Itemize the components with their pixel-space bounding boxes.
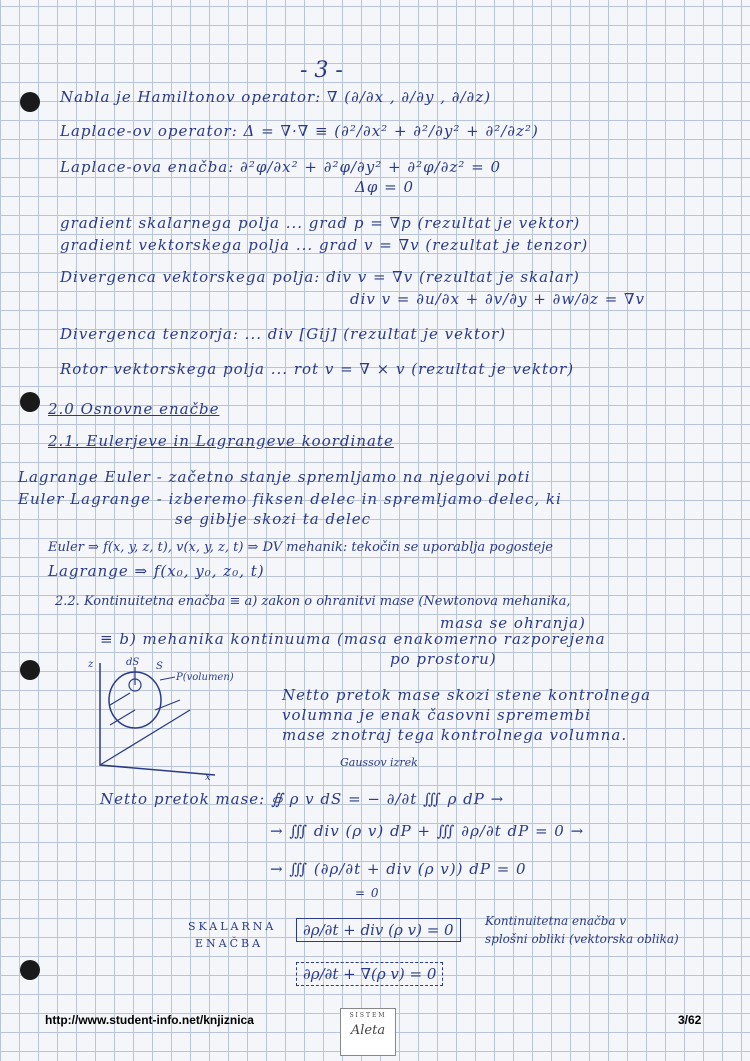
text-line: Nabla je Hamiltonov operator: ∇ (∂/∂x , ∂/∂y , ∂/∂z): [60, 88, 492, 106]
text-line: Laplace-ova enačba: ∂²φ/∂x² + ∂²φ/∂y² + ∂²φ/∂z² = 0: [60, 158, 502, 176]
text-line: volumna je enak časovni spremembi: [282, 706, 592, 724]
control-volume-figure: [80, 655, 260, 785]
boxed-note: splošni obliki (vektorska oblika): [485, 932, 679, 946]
text-line: Lagrange Euler - začetno stanje spremljamo na njegovi poti: [18, 468, 531, 486]
text-line: Divergenca vektorskega polja: div v = ∇v (rezultat je skalar): [60, 268, 580, 286]
fig-label: dS: [126, 657, 140, 668]
fig-label: x: [205, 772, 211, 783]
scalar-label: SKALARNA: [188, 920, 277, 933]
text-line: masa se ohranja): [440, 614, 586, 632]
gauss-label: Gaussov izrek: [340, 756, 418, 769]
punch-hole: [20, 392, 40, 412]
dashed-equation: ∂ρ/∂t + ∇(ρ v) = 0: [296, 962, 443, 986]
scalar-label: ENAČBA: [195, 937, 264, 950]
text-line: gradient vektorskega polja ... grad v = ∇v (rezultat je tenzor): [60, 236, 589, 254]
text-line: Laplace-ov operator: Δ = ∇·∇ ≡ (∂²/∂x² + ∂²/∂y² + ∂²/∂z²): [60, 122, 539, 140]
text-line: div v = ∂u/∂x + ∂v/∂y + ∂w/∂z = ∇v: [350, 290, 645, 308]
text-line: Δφ = 0: [355, 178, 414, 196]
text-line: Netto pretok mase skozi stene kontrolnega: [282, 686, 652, 704]
section-heading: 2.0 Osnovne enačbe: [48, 400, 220, 418]
text-line: se giblje skozi ta delec: [175, 510, 372, 528]
footer-url[interactable]: http://www.student-info.net/knjiznica: [45, 1013, 254, 1027]
section-heading: 2.1. Eulerjeve in Lagrangeve koordinate: [48, 432, 394, 450]
text-line: Rotor vektorskega polja ... rot v = ∇ × v (rezultat je vektor): [60, 360, 575, 378]
text-line: po prostoru): [390, 650, 497, 668]
text-line: Lagrange ⇒ f(x₀, y₀, z₀, t): [48, 562, 265, 580]
text-line: Divergenca tenzorja: ... div [Gij] (rezultat je vektor): [60, 325, 507, 343]
punch-hole: [20, 960, 40, 980]
text-line: Euler Lagrange - izberemo fiksen delec in spremljamo delec, ki: [18, 490, 562, 508]
text-line: 2.2. Kontinuitetna enačba ≡ a) zakon o ohranitvi mase (Newtonova mehanika,: [55, 594, 571, 609]
equation: → ∭ div (ρ v) dP + ∭ ∂ρ/∂t dP = 0 →: [270, 822, 585, 840]
text-line: ≡ b) mehanika kontinuuma (masa enakomerno razporejena: [100, 630, 606, 648]
fig-label: z: [88, 659, 94, 670]
page-number: - 3 -: [300, 58, 343, 83]
logo-top: SISTEM: [349, 1012, 387, 1019]
boxed-equation: ∂ρ/∂t + div (ρ v) = 0: [296, 918, 461, 942]
footer-page-counter: 3/62: [678, 1013, 702, 1027]
equation: = 0: [355, 886, 380, 900]
punch-hole: [20, 660, 40, 680]
text-line: mase znotraj tega kontrolnega volumna.: [282, 726, 628, 744]
logo-main: Aleta: [350, 1023, 386, 1038]
fig-label: S: [156, 661, 163, 672]
text-line: Euler ⇒ f(x, y, z, t), v(x, y, z, t) ⇒ DV mehanik: tekočin se uporablja pogosteje: [48, 540, 553, 555]
equation: Netto pretok mase: ∯ ρ v dS = − ∂/∂t ∭ ρ dP →: [100, 790, 505, 808]
fig-label: P(volumen): [176, 672, 234, 683]
text-line: gradient skalarnega polja ... grad p = ∇p (rezultat je vektor): [60, 214, 581, 232]
boxed-note: Kontinuitetna enačba v: [485, 914, 627, 928]
punch-hole: [20, 92, 40, 112]
sistem-aleta-logo: [340, 1008, 396, 1056]
equation: → ∭ (∂ρ/∂t + div (ρ v)) dP = 0: [270, 860, 527, 878]
